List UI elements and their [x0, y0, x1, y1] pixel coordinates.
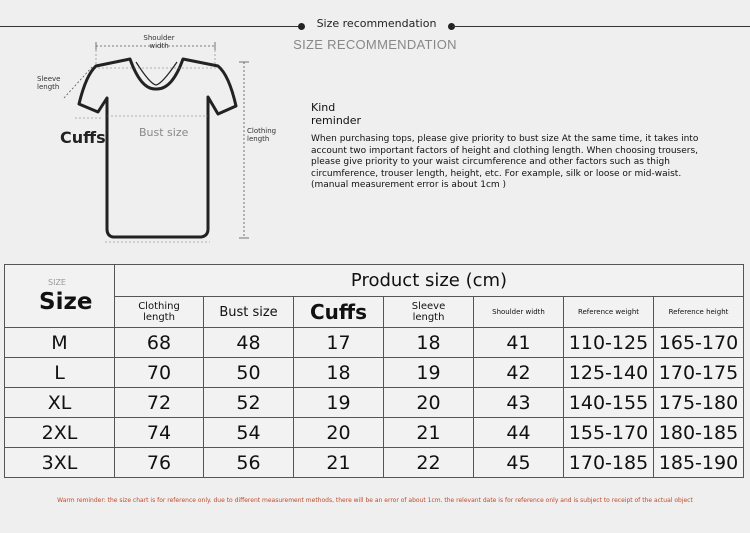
- table-body: [5, 328, 744, 478]
- size-cell: XL: [5, 388, 115, 418]
- value-cell-cuffs: 19: [294, 388, 384, 418]
- column-header-cuffs-line1: Cuffs: [309, 299, 368, 324]
- column-header-row: [5, 297, 744, 328]
- value-cell-cuffs: 21: [294, 448, 384, 478]
- value-cell-shoulder: 44: [474, 418, 564, 448]
- value-cell-weight: 140-155: [564, 388, 654, 418]
- header-subtitle: SIZE RECOMMENDATION: [293, 37, 457, 52]
- value-cell-sleeve: 21: [384, 418, 474, 448]
- reminder-title-line2: reminder: [311, 114, 362, 127]
- table-row: [5, 418, 744, 448]
- table-row: [5, 448, 744, 478]
- column-header-cuffs: [294, 297, 384, 328]
- column-header-height-line1: Reference height: [668, 307, 729, 316]
- size-cell: 2XL: [5, 418, 115, 448]
- column-header-clothing-line2: length: [143, 312, 175, 323]
- column-header-height: [654, 297, 744, 328]
- value-cell-bust: 56: [204, 448, 294, 478]
- column-header-weight: [564, 297, 654, 328]
- value-cell-shoulder: 41: [474, 328, 564, 358]
- sleeve-length-label-line1: Sleeve: [37, 75, 61, 83]
- size-cell: L: [5, 358, 115, 388]
- header-divider-right: [452, 26, 750, 27]
- column-header-sleeve: [384, 297, 474, 328]
- value-cell-height: 165-170: [654, 328, 744, 358]
- column-header-weight-line1: Reference weight: [577, 307, 640, 316]
- value-cell-height: 185-190: [654, 448, 744, 478]
- shoulder-width-label-line1: Shoulder: [143, 34, 175, 42]
- value-cell-height: 180-185: [654, 418, 744, 448]
- header-title: Size recommendation: [316, 17, 437, 30]
- column-header-clothing: [115, 297, 204, 328]
- size-header-small: SIZE: [48, 278, 66, 287]
- cuffs-diagram-label: Cuffs: [60, 128, 106, 147]
- sleeve-length-label: [37, 75, 60, 91]
- size-header-cell: [5, 265, 115, 328]
- value-cell-sleeve: 19: [384, 358, 474, 388]
- product-size-header: Product size (cm): [115, 265, 744, 297]
- header-divider-left: [0, 26, 301, 27]
- value-cell-clothing: 74: [115, 418, 204, 448]
- shoulder-width-label: [141, 34, 177, 50]
- column-header-sleeve-line1: Sleeve: [411, 301, 446, 312]
- header-dot-left: [298, 23, 305, 30]
- value-cell-shoulder: 45: [474, 448, 564, 478]
- value-cell-weight: 110-125: [564, 328, 654, 358]
- value-cell-clothing: 76: [115, 448, 204, 478]
- value-cell-bust: 52: [204, 388, 294, 418]
- column-header-bust-line1: Bust size: [219, 304, 278, 320]
- shoulder-width-label-line2: width: [149, 42, 169, 50]
- value-cell-cuffs: 20: [294, 418, 384, 448]
- sleeve-length-label-line2: length: [37, 83, 60, 91]
- value-cell-clothing: 70: [115, 358, 204, 388]
- size-cell: 3XL: [5, 448, 115, 478]
- reminder-text: When purchasing tops, please give priority to bust size At the same time, it takes into account two important factors of height and clothing length. When choosing trousers, please give priority to your waist circumference and other factors such as thigh circumference, trouser length, height, etc. For example, silk or loose or mid-waist. (manual measurement error is about 1cm ): [311, 134, 699, 191]
- size-header-big: Size: [39, 289, 93, 315]
- clothing-length-label: [247, 127, 276, 143]
- value-cell-clothing: 68: [115, 328, 204, 358]
- warm-reminder: Warm reminder: the size chart is for reference only. due to different measurement methods, there will be an error of about 1cm. the relevant date is for reference only and is subject to receipt of the actual object: [57, 497, 693, 504]
- column-header-shoulder-line1: Shoulder width: [492, 307, 545, 316]
- column-header-bust: [204, 297, 294, 328]
- clothing-length-label-line2: length: [247, 135, 270, 143]
- table-row: [5, 388, 744, 418]
- value-cell-cuffs: 17: [294, 328, 384, 358]
- value-cell-sleeve: 18: [384, 328, 474, 358]
- value-cell-shoulder: 43: [474, 388, 564, 418]
- value-cell-weight: 155-170: [564, 418, 654, 448]
- value-cell-weight: 170-185: [564, 448, 654, 478]
- value-cell-weight: 125-140: [564, 358, 654, 388]
- value-cell-height: 175-180: [654, 388, 744, 418]
- value-cell-cuffs: 18: [294, 358, 384, 388]
- size-table: [4, 264, 744, 478]
- value-cell-shoulder: 42: [474, 358, 564, 388]
- reminder-title-line1: Kind: [311, 101, 336, 114]
- clothing-length-label-line1: Clothing: [247, 127, 277, 135]
- bust-size-diagram-label: Bust size: [139, 126, 189, 139]
- value-cell-bust: 48: [204, 328, 294, 358]
- column-header-shoulder: [474, 297, 564, 328]
- value-cell-clothing: 72: [115, 388, 204, 418]
- column-header-sleeve-line2: length: [412, 312, 445, 323]
- table-row: [5, 328, 744, 358]
- table-row: [5, 358, 744, 388]
- value-cell-sleeve: 22: [384, 448, 474, 478]
- value-cell-height: 170-175: [654, 358, 744, 388]
- value-cell-bust: 50: [204, 358, 294, 388]
- column-header-clothing-line1: Clothing: [138, 301, 180, 312]
- value-cell-sleeve: 20: [384, 388, 474, 418]
- value-cell-bust: 54: [204, 418, 294, 448]
- size-cell: M: [5, 328, 115, 358]
